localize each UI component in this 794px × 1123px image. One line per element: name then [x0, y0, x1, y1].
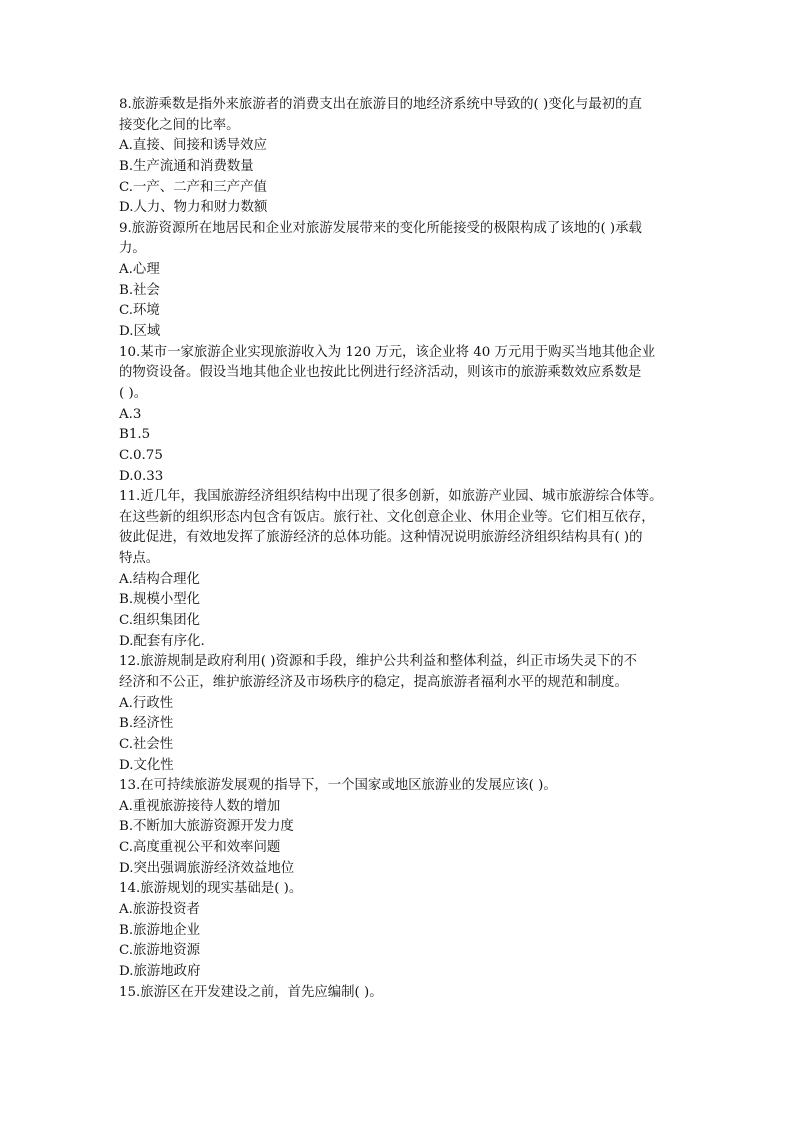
question-stem-line: 10.某市一家旅游企业实现旅游收入为 120 万元，该企业将 40 万元用于购买当地其他企业: [119, 344, 656, 360]
answer-option: B1.5: [119, 427, 151, 443]
question-stem-line: 11.近几年，我国旅游经济组织结构中出现了很多创新，如旅游产业园、城市旅游综合体等。: [119, 489, 663, 505]
question-stem-line: 接变化之间的比率。: [119, 117, 240, 133]
question-stem-line: 特点。: [119, 551, 160, 567]
question-list: [119, 95, 685, 1003]
answer-option: C.组织集团化: [119, 613, 200, 629]
answer-option: B.规模小型化: [119, 592, 201, 608]
question-block: [119, 487, 685, 652]
question-stem-line: 8.旅游乘数是指外来旅游者的消费支出在旅游目的地经济系统中导致的( )变化与最初的直: [119, 97, 642, 112]
answer-option: A.行政性: [119, 695, 174, 711]
answer-option: B.旅游地企业: [119, 922, 201, 938]
question-stem: [119, 95, 685, 136]
answer-option: D.区域: [119, 324, 161, 340]
question-stem-line: 力。: [119, 241, 146, 257]
answer-option: C.环境: [119, 303, 160, 319]
answer-option: D.人力、物力和财力数额: [119, 200, 268, 216]
answer-option: D.文化性: [119, 757, 174, 773]
question-stem-line: 12.旅游规制是政府利用( )资源和手段，维护公共利益和整体利益，纠正市场失灵下的不: [119, 654, 638, 670]
question-stem: [119, 776, 685, 797]
answer-option: A.旅游投资者: [119, 901, 200, 917]
question-stem-line: 14.旅游规划的现实基础是( )。: [119, 881, 303, 897]
answer-option: D.0.33: [119, 468, 164, 484]
answer-option: A.直接、间接和诱导效应: [119, 138, 267, 154]
question-stem-line: 经济和不公正，维护旅游经济及市场秩序的稳定，提高旅游者福利水平的规范和制度。: [119, 674, 628, 690]
question-stem: [119, 343, 685, 405]
question-stem-line: 9.旅游资源所在地居民和企业对旅游发展带来的变化所能接受的极限构成了该地的( )承载: [119, 220, 642, 236]
answer-option: A.心理: [119, 262, 160, 278]
question-stem-line: 13.在可持续旅游发展观的指导下，一个国家或地区旅游业的发展应该( )。: [119, 778, 557, 794]
answer-option: D.突出强调旅游经济效益地位: [119, 860, 295, 876]
question-block: [119, 776, 685, 879]
question-stem-line: 的物资设备。假设当地其他企业也按此比例进行经济活动，则该市的旅游乘数效应系数是: [119, 365, 642, 381]
answer-option: C.旅游地资源: [119, 943, 200, 959]
answer-option: B.不断加大旅游资源开发力度: [119, 819, 294, 835]
answer-option: D.旅游地政府: [119, 963, 201, 979]
answer-option: A.结构合理化: [119, 571, 200, 587]
answer-option: D.配套有序化.: [119, 633, 205, 649]
answer-option: B.社会: [119, 282, 160, 298]
answer-option: B.生产流通和消费数量: [119, 158, 254, 174]
question-stem: [119, 219, 685, 260]
question-block: [119, 95, 685, 219]
question-stem-line: 在这些新的组织形态内包含有饭店。旅行社、文化创意企业、休用企业等。它们相互依存，: [119, 509, 655, 525]
question-block: [119, 652, 685, 776]
answer-option: C.一产、二产和三产产值: [119, 179, 267, 195]
question-stem: [119, 879, 685, 900]
answer-option: B.经济性: [119, 716, 174, 732]
question-block: [119, 343, 685, 487]
question-stem-line: ( )。: [119, 385, 148, 401]
question-stem: [119, 652, 685, 693]
question-block: [119, 219, 685, 343]
answer-option: C.0.75: [119, 447, 163, 463]
question-stem-line: 15.旅游区在开发建设之前，首先应编制( )。: [119, 984, 383, 1000]
question-block: [119, 983, 685, 1004]
question-stem: [119, 487, 685, 570]
question-stem: [119, 983, 685, 1004]
question-stem-line: 彼此促进，有效地发挥了旅游经济的总体功能。这种情况说明旅游经济组织结构具有( )的: [119, 530, 643, 546]
answer-option: A.3: [119, 406, 142, 422]
answer-option: C.高度重视公平和效率问题: [119, 840, 281, 856]
answer-option: A.重视旅游接待人数的增加: [119, 798, 281, 814]
answer-option: C.社会性: [119, 736, 174, 752]
question-block: [119, 879, 685, 982]
